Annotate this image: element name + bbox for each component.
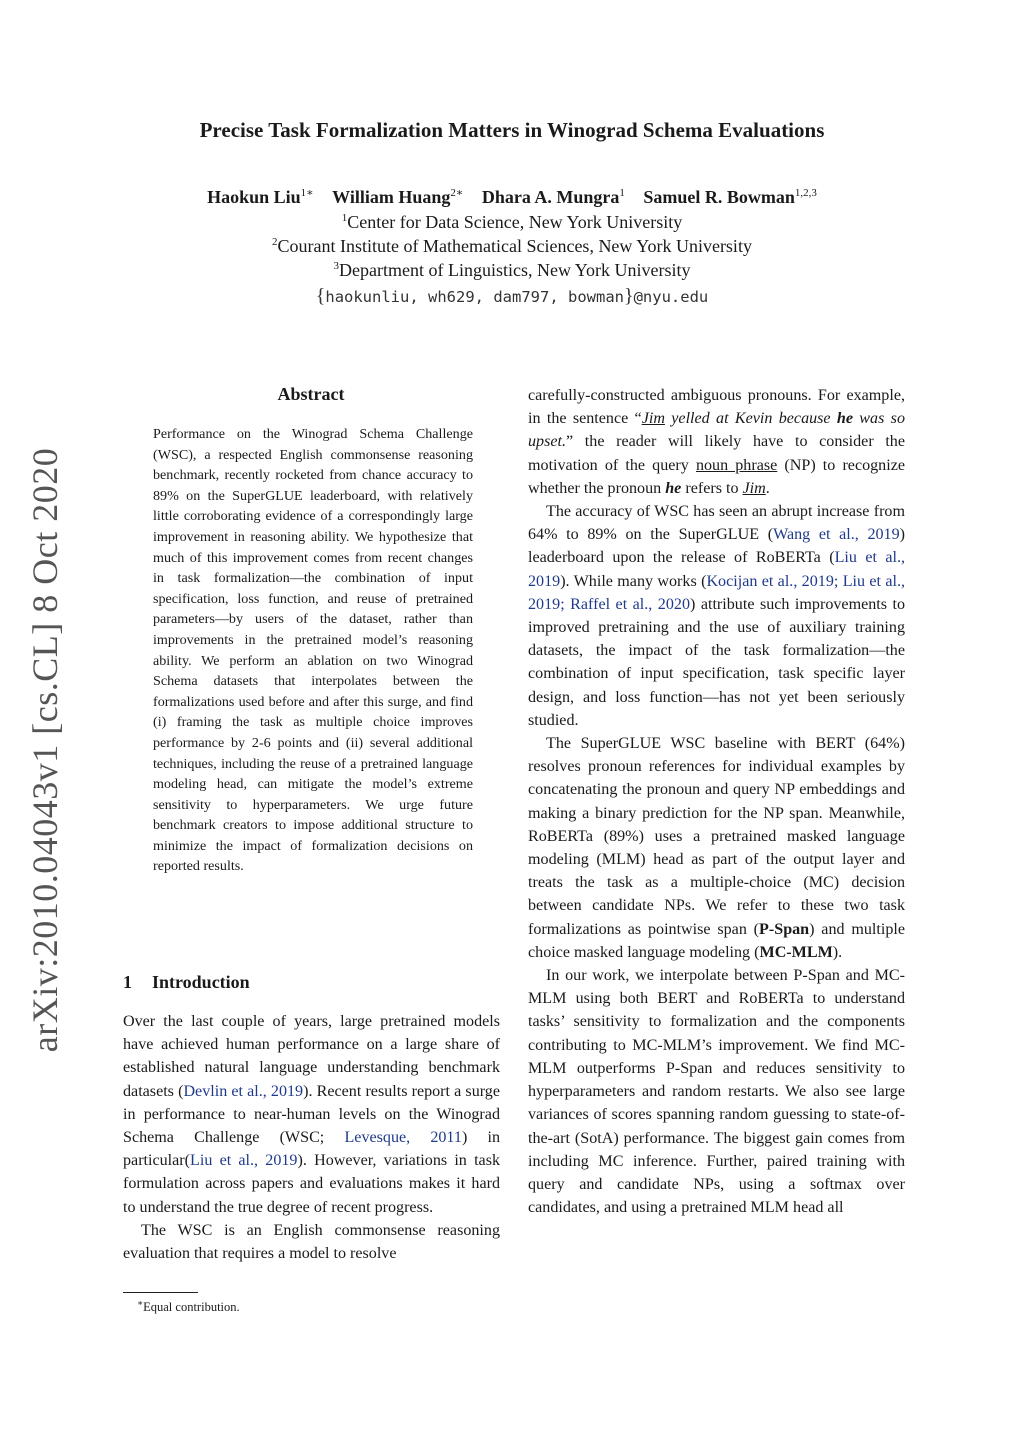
paper-title: Precise Task Formalization Matters in Winograd Schema Evaluations bbox=[199, 118, 825, 142]
citation-link[interactable]: Kocijan et al., 2019 bbox=[706, 572, 834, 590]
citation-link[interactable]: Devlin et al., 2019 bbox=[183, 1082, 304, 1100]
affiliation: $^2$Courant Institute of Mathematical Sciences, New York University bbox=[272, 236, 752, 256]
citation-link[interactable]: Wang et al., 2019 bbox=[773, 526, 900, 544]
citation-link[interactable]: Levesque, 2011 bbox=[344, 1129, 462, 1147]
author-list bbox=[0, 186, 1024, 208]
author: Samuel R. Bowman$^{1,2,3}$ bbox=[643, 187, 817, 207]
abstract-text: Performance on the Winograd Schema Challenge (WSC), a respected English commonsense reasoning benchmark, recently rocketed from chance accuracy to 89% on the SuperGLUE leaderboard, with relatively little corroborating evidence of a correspondingly large improvement in reasoning ability. We hypothesize that much of this improvement comes from recent changes in task formalization—the combination of input specification, loss function, and reuse of pretrained parameters—by users of the dataset, rather than improvements in the pretrained model’s reasoning ability. We perform an ablation on two Winograd Schema datasets that interpolates between the formalizations used before and after this surge, and find (i) framing the task as multiple choice improves performance by 2-6 points and (ii) several additional techniques, including the reuse of a pretrained language modeling head, can mitigate the model’s extreme sensitivity to hyperparameters. We urge future benchmark creators to impose additional structure to minimize the impact of formalization decisions on reported results. bbox=[153, 426, 473, 875]
author-emails: {haokunliu, wh629, dam797, bowman}@nyu.edu bbox=[315, 285, 709, 307]
author: Haokun Liu$^{1∗}$ bbox=[207, 187, 314, 207]
paragraph: In our work, we interpolate between P-Span and MC-MLM using both BERT and RoBERTa to understand tasks’ sensitivity to formalization and the components contributing to MC-MLM’s improvement. We find MC-MLM outperforms P-Span and reduces sensitivity to hyperparameters and random restarts. We also see large variances of scores spanning random guessing to state-of-the-art (SotA) performance. The biggest gain comes from including MC inference. Further, paired training with query and candidate NPs, using a softmax over candidates, and using a pretrained MLM head all bbox=[528, 967, 905, 1217]
paragraph: The accuracy of WSC has seen an abrupt increase from 64% to 89% on the SuperGLUE (Wang et al., 2019) leaderboard upon the release of RoBERTa (Liu et al., 2019). While many works (Kocijan et al., 2019; Liu et al., 2019; Raffel et al., 2020) attribute such improvements to improved pretraining and the use of auxiliary training datasets, the impact of the task formalization—the combination of input specification, task specific layer design, and loss function—has not yet been seriously studied. bbox=[528, 503, 906, 729]
footnote: ∗Equal contribution. bbox=[137, 1298, 240, 1315]
section-heading-introduction: 1 Introduction bbox=[123, 972, 250, 992]
paragraph: The WSC is an English commonsense reasoning evaluation that requires a model to resolve bbox=[123, 1221, 500, 1263]
right-column bbox=[528, 384, 905, 1219]
paragraph: Over the last couple of years, large pretrained models have achieved human performance on a large share of established natural language understanding benchmark datasets (Devlin et al., 2019). Recent results report a surge in performance to near-human levels on the Winograd Schema Challenge (WSC; Levesque, 2011) in particular(Liu et al., 2019). However, variations in task formulation across papers and evaluations makes it hard to understand the true degree of recent progress. bbox=[123, 1013, 501, 1216]
citation-link[interactable]: Raffel et al., 2020 bbox=[570, 595, 690, 613]
footnote-rule bbox=[123, 1292, 198, 1293]
author: William Huang$^{2∗}$ bbox=[332, 187, 464, 207]
abstract-heading: Abstract bbox=[277, 384, 345, 404]
paragraph: carefully-constructed ambiguous pronouns. For example, in the sentence “Jim yelled at Kevin because he was so upset.” the reader will likely have to consider the motivation of the query noun phrase (NP) to recognize whether the pronoun he refers to Jim. bbox=[528, 387, 905, 497]
affiliation: $^3$Department of Linguistics, New York University bbox=[333, 260, 691, 280]
affiliation: $^1$Center for Data Science, New York University bbox=[341, 212, 683, 232]
author: Dhara A. Mungra$^1$ bbox=[481, 187, 625, 207]
citation-link[interactable]: Liu et al., 2019 bbox=[190, 1152, 298, 1170]
citation-link[interactable]: Liu et al., 2019 bbox=[528, 549, 905, 590]
arxiv-id: arXiv:2010.04043v1 [cs.CL] 8 Oct 2020 bbox=[25, 447, 65, 1053]
introduction-left-column bbox=[123, 1010, 500, 1265]
citation-link[interactable]: Liu et al., 2019 bbox=[528, 572, 906, 613]
arxiv-sidebar-stamp bbox=[25, 447, 65, 1053]
paragraph: The SuperGLUE WSC baseline with BERT (64%) resolves pronoun references for individual examples by concatenating the pronoun and query NP embeddings and making a binary prediction for the NP span. Meanwhile, RoBERTa (89%) uses a pretrained masked language modeling (MLM) head as part of the output layer and treats the task as a multiple-choice (MC) decision between candidate NPs. We refer to these two task formalizations as pointwise span (P-Span) and multiple choice masked language modeling (MC-MLM). bbox=[528, 735, 905, 961]
